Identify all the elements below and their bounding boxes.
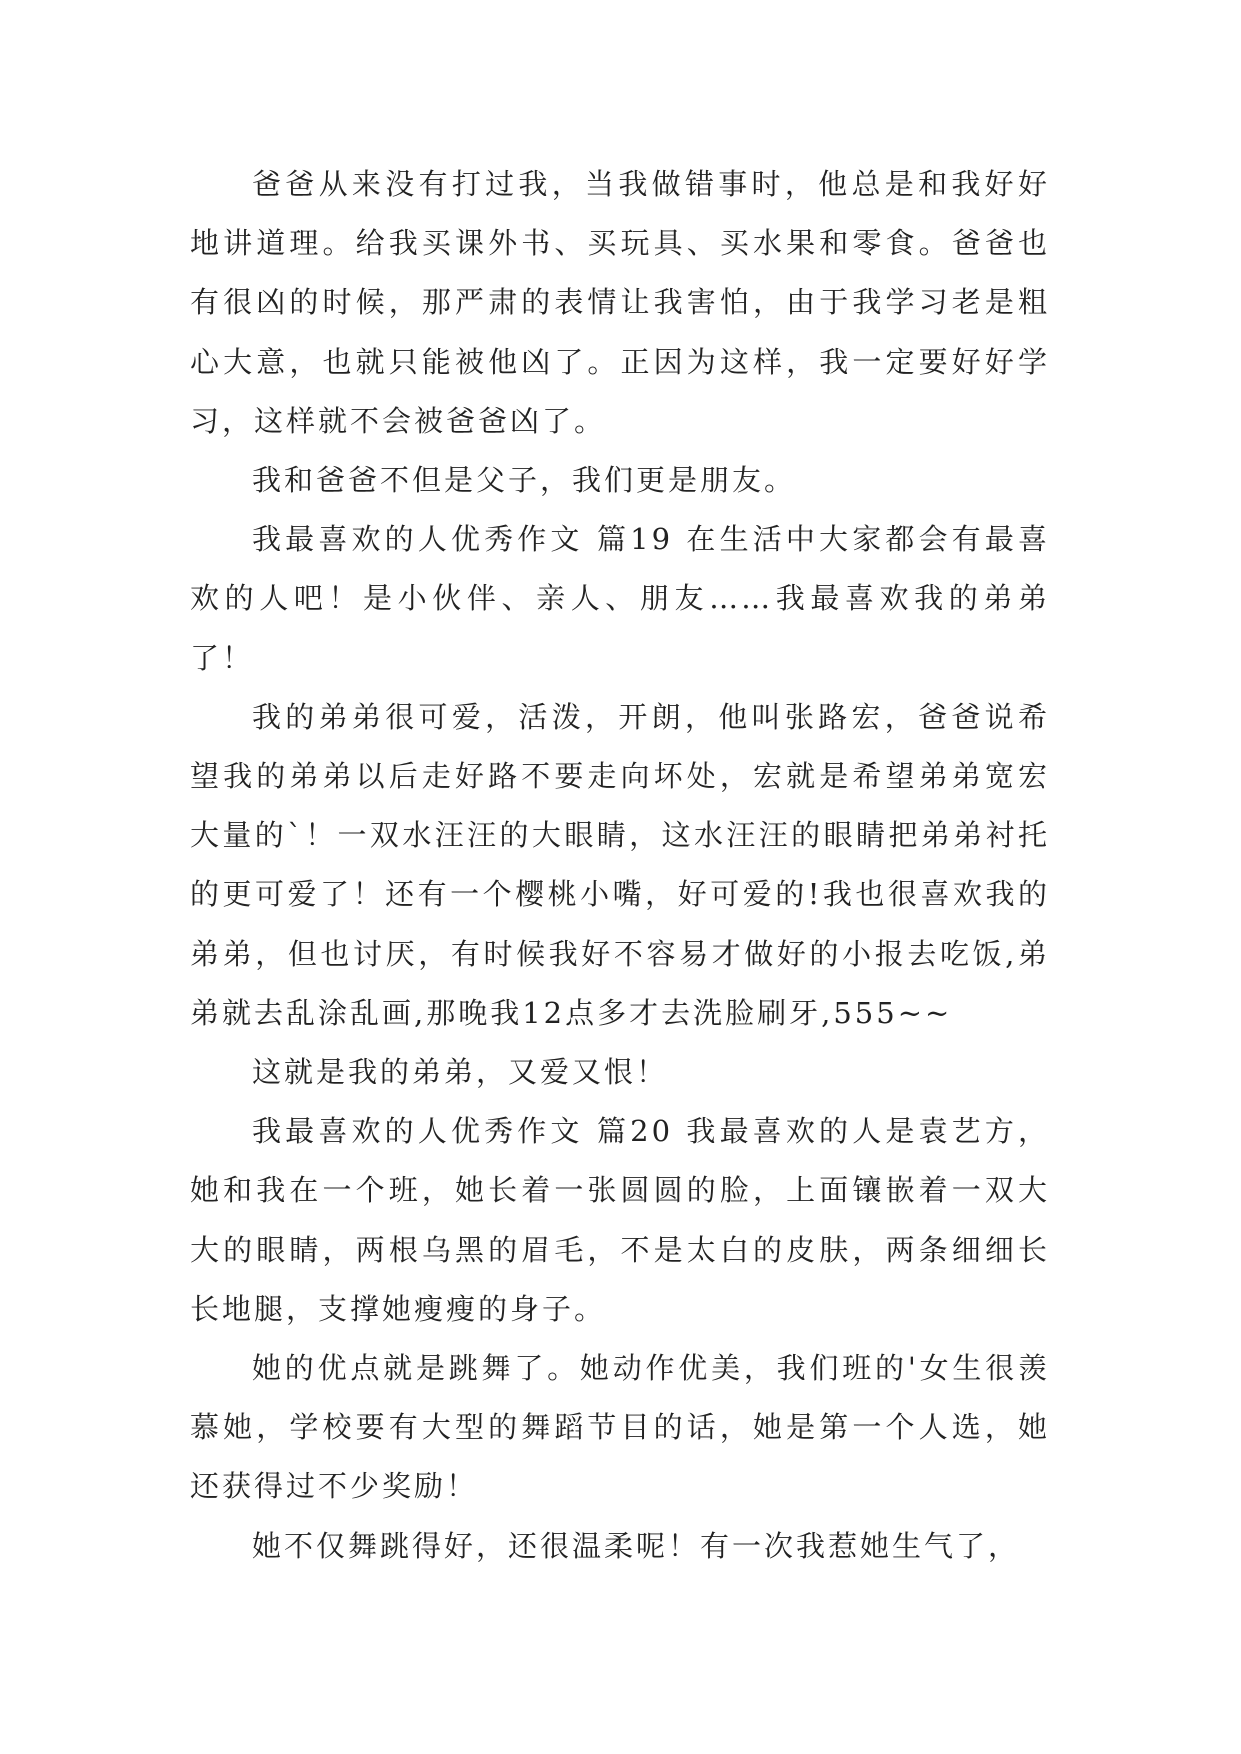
paragraph: 她不仅舞跳得好，还很温柔呢！有一次我惹她生气了， [252,1528,1021,1563]
paragraph: 她的优点就是跳舞了。她动作优美，我们班的'女生很羡慕她，学校要有大型的舞蹈节目的话，她是第一个人选，她还获得过不少奖励！ [190,1351,1050,1504]
paragraph: 我最喜欢的人优秀作文 篇19 在生活中大家都会有最喜欢的人吧！是小伙伴、亲人、朋友……我最喜欢我的弟弟了！ [190,522,1050,675]
paragraph: 这就是我的弟弟，又爱又恨！ [252,1055,669,1090]
paragraph: 我的弟弟很可爱，活泼，开朗，他叫张路宏，爸爸说希望我的弟弟以后走好路不要走向坏处，宏就是希望弟弟宽宏大量的`！一双水汪汪的大眼睛，这水汪汪的眼睛把弟弟衬托的更可爱了！还有一个樱桃小嘴，好可爱的!我也很喜欢我的弟弟，但也讨厌，有时候我好不容易才做好的小报去吃饭,弟弟就去乱涂乱画,那晚我12点多才去洗脸刷牙,555~~ [190,699,1050,1030]
paragraph: 爸爸从来没有打过我，当我做错事时，他总是和我好好地讲道理。给我买课外书、买玩具、买水果和零食。爸爸也有很凶的时候，那严肃的表情让我害怕，由于我学习老是粗心大意，也就只能被他凶了。正因为这样，我一定要好好学习，这样就不会被爸爸凶了。 [190,167,1050,438]
paragraph: 我最喜欢的人优秀作文 篇20 我最喜欢的人是袁艺方，她和我在一个班，她长着一张圆圆的脸，上面镶嵌着一双大大的眼睛，两根乌黑的眉毛，不是太白的皮肤，两条细细长长地腿，支撑她瘦瘦的身子。 [190,1114,1050,1326]
paragraph: 我和爸爸不但是父子，我们更是朋友。 [252,463,797,498]
document-body [190,155,1050,1576]
